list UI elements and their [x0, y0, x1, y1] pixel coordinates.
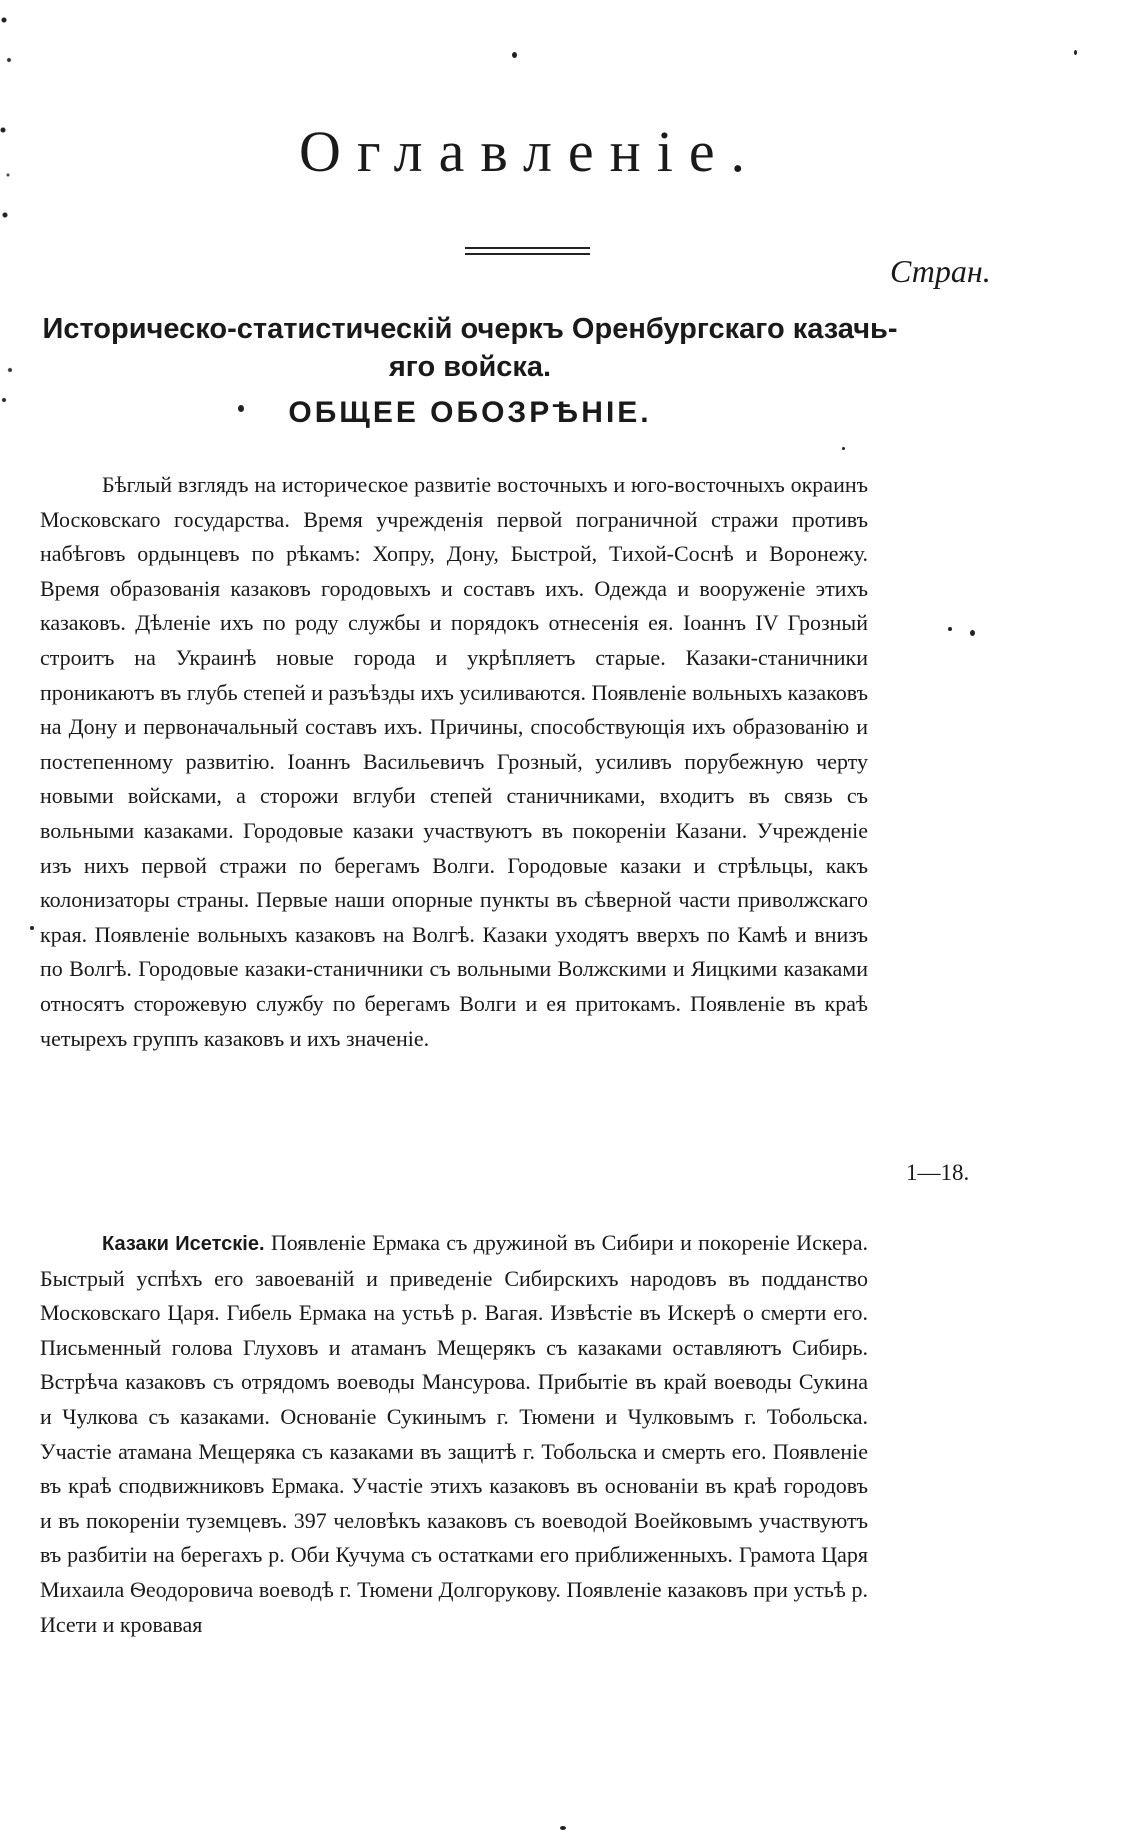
section-heading-line-1: Историческо-статистическій очеркъ Оренбургскаго казачь- [42, 313, 898, 345]
scan-edge-marks [0, 0, 14, 420]
scan-speck [842, 447, 845, 450]
section-heading [40, 310, 900, 430]
scan-speck [970, 630, 975, 636]
section-subheading: ОБЩЕЕ ОБОЗРѢНІЕ. [288, 396, 652, 429]
toc-entry [40, 1226, 868, 1642]
scan-speck [560, 1826, 566, 1830]
page-column-header: Стран. [890, 253, 991, 289]
page-title: Оглавленіе. [298, 119, 762, 184]
toc-entry-lead: Казаки Исетскіе. [102, 1233, 265, 1255]
scan-speck [238, 405, 244, 412]
toc-entry-page-range: 1—18. [906, 1160, 970, 1185]
scan-speck [512, 52, 517, 58]
title-double-rule [465, 247, 590, 255]
scan-speck [30, 926, 34, 930]
toc-entry [40, 468, 868, 1056]
scan-speck [948, 627, 952, 631]
scan-speck [1074, 50, 1077, 55]
toc-entry-text: Бѣглый взглядъ на историческое развитіе восточныхъ и юго-восточныхъ окраинъ Московскаго государства. Время учрежденія первой пограничной стражи противъ набѣговъ ордынцевъ по рѣкамъ: Хопру, Дону, Быстрой, Тихой-Соснѣ и Воронежу. Время образованія казаковъ городовыхъ и составъ ихъ. Одежда и вооруженіе этихъ казаковъ. Дѣленіе ихъ по роду службы и порядокъ отнесенія ея. Іоаннъ IV Грозный строитъ на Украинѣ новые города и укрѣпляетъ старые. Казаки-станичники проникаютъ въ глубь степей и разъѣзды ихъ усиливаются. Появленіе вольныхъ казаковъ на Дону и первоначальный составъ ихъ. Причины, способствующія ихъ образованію и постепенному развитію. Іоаннъ Васильевичъ Грозный, усиливъ порубежную черту новыми войсками, а сторожи вглуби степей станичниками, входитъ въ связь съ вольными казаками. Городовые казаки участвуютъ въ покореніи Казани. Учрежденіе изъ нихъ первой стражи по берегамъ Волги. Городовые казаки и стрѣльцы, какъ колонизаторы страны. Первые наши опорные пункты въ сѣверной части приволжскаго края. Появленіе вольныхъ казаковъ на Волгѣ. Казаки уходятъ вверхъ по Камѣ и внизъ по Волгѣ. Городовые казаки-станичники съ вольными Волжскими и Яицкими казаками относятъ сторожевую службу по берегамъ Волги и ея притокамъ. Появленіе въ краѣ четырехъ группъ казаковъ и ихъ значеніе. [40, 472, 868, 1051]
toc-entry-text: Появленіе Ермака съ дружиной въ Сибири и покореніе Искера. Быстрый успѣхъ его завоеваній и приведеніе Сибирскихъ народовъ въ подданство Московскаго Царя. Гибель Ермака на устьѣ р. Вагая. Извѣстіе въ Искерѣ о смерти его. Письменный голова Глуховъ и атаманъ Мещерякъ съ казаками оставляютъ Сибирь. Встрѣча казаковъ съ отрядомъ воеводы Мансурова. Прибытіе въ край воеводы Сукина и Чулкова съ казаками. Основаніе Сукинымъ г. Тюмени и Чулковымъ г. Тобольска. Участіе атамана Мещеряка съ казаками въ защитѣ г. Тобольска и смерть его. Появленіе въ краѣ сподвижниковъ Ермака. Участіе этихъ казаковъ въ основаніи въ краѣ городовъ и въ покореніи туземцевъ. 397 человѣкъ казаковъ съ воеводой Воейковымъ участвуютъ въ разбитіи на берегахъ р. Оби Кучума съ остатками его приближенныхъ. Грамота Царя Михаила Ѳеодоровича воеводѣ г. Тюмени Долгорукову. Появленіе казаковъ при устьѣ р. Исети и кровавая [40, 1230, 869, 1637]
section-heading-line-2: яго войска. [388, 351, 552, 383]
